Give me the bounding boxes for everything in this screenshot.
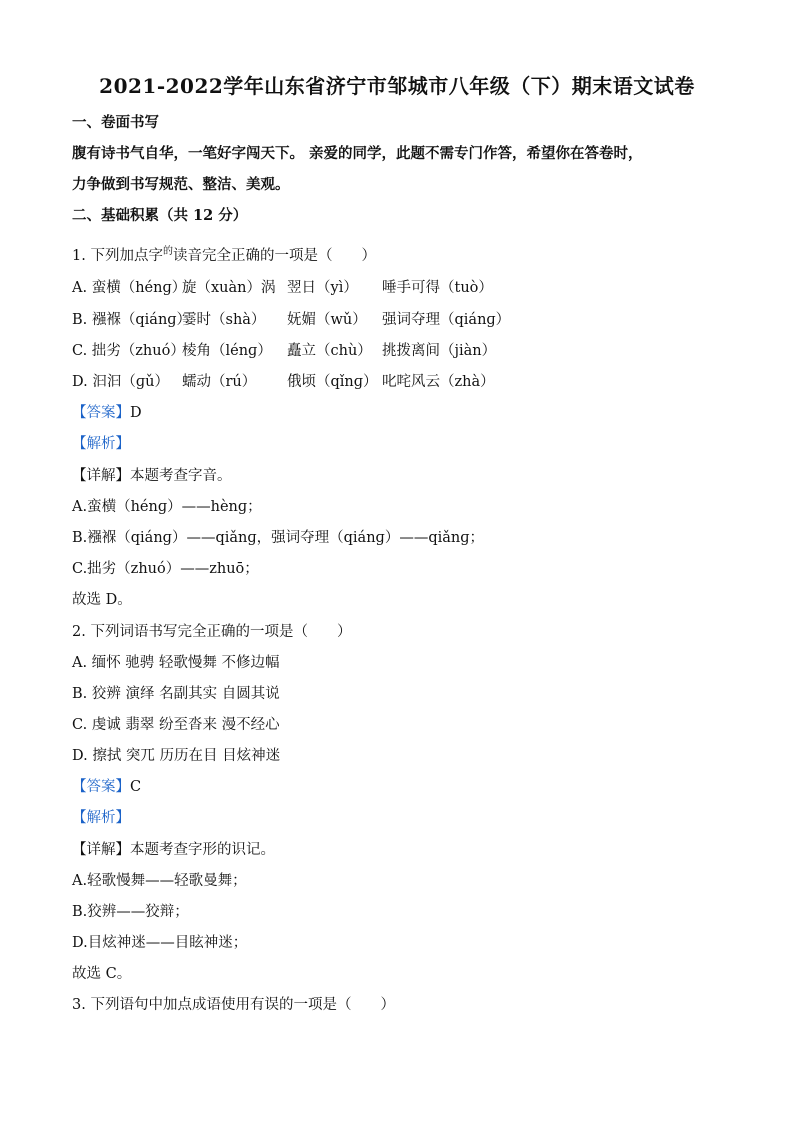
answer-line <box>72 775 141 796</box>
option-a <box>72 276 493 297</box>
detail-tag: 【详解】 <box>72 842 130 858</box>
option-item: 挑拨离间（jiàn） <box>382 343 497 359</box>
explanation-line: 故选 C。 <box>72 966 132 982</box>
answer-value: D <box>130 405 142 421</box>
answer-tag: 【答案】 <box>72 405 130 421</box>
question-1-stem <box>72 242 376 265</box>
option-item: 叱咤风云（zhà） <box>382 374 495 390</box>
explanation-line: C.拙劣（zhuó）——zhuō； <box>72 561 259 577</box>
option-item: 霎时（shà） <box>182 312 266 328</box>
option-item: 棱角（lénɡ） <box>182 343 272 359</box>
explanation-line: B.襁褓（qiánɡ）——qiǎnɡ，强词夺理（qiánɡ）——qiǎnɡ； <box>72 530 485 546</box>
page-title: 2021-2022学年山东省济宁市邹城市八年级（下）期末语文试卷 <box>99 74 695 98</box>
section-heading-writing: 一、卷面书写 <box>72 114 159 131</box>
option-item: B. 襁褓（qiánɡ） <box>72 312 192 328</box>
option-b: B. 狡辨 演绎 名副其实 自圆其说 <box>72 686 280 702</box>
option-b <box>72 308 510 329</box>
option-c <box>72 339 496 360</box>
option-item: 矗立（chù） <box>287 343 372 359</box>
analysis-tag: 【解析】 <box>72 436 130 452</box>
answer-value: C <box>130 779 142 795</box>
section-text-line: 力争做到书写规范、整洁、美观。 <box>72 176 290 193</box>
option-item: C. 拙劣（zhuó） <box>72 343 185 359</box>
stem-text: 读音完全正确的一项是（ ） <box>172 247 376 264</box>
answer-tag: 【答案】 <box>72 779 130 795</box>
detail-line <box>72 838 275 859</box>
option-item: D. 汩汩（ɡǔ） <box>72 374 169 390</box>
option-a: A. 缅怀 驰骋 轻歌慢舞 不修边幅 <box>72 655 280 671</box>
explanation-line: B.狡辨——狡辩； <box>72 904 189 920</box>
explanation-line: 故选 D。 <box>72 592 132 608</box>
analysis-tag: 【解析】 <box>72 810 130 826</box>
option-item: 旋（xuàn）涡 <box>182 280 276 296</box>
option-item: 翌日（yì） <box>287 280 358 296</box>
explanation-line: A.蛮横（hénɡ）——hènɡ； <box>72 499 262 515</box>
explanation-line: A.轻歌慢舞——轻歌曼舞； <box>72 873 247 889</box>
explanation-line: D.目炫神迷——目眩神迷； <box>72 935 248 951</box>
question-3-stem: 3. 下列语句中加点成语使用有误的一项是（ ） <box>72 997 395 1013</box>
option-item: 妩媚（wǔ） <box>287 312 367 328</box>
option-item: 强词夺理（qiánɡ） <box>382 312 511 328</box>
option-d <box>72 370 495 391</box>
option-item: A. 蛮横（hénɡ） <box>72 280 187 296</box>
option-item: 唾手可得（tuò） <box>382 280 493 296</box>
question-2-stem: 2. 下列词语书写完全正确的一项是（ ） <box>72 624 352 640</box>
detail-text: 本题考查字音。 <box>130 468 232 484</box>
option-d: D. 擦拭 突兀 历历在目 目炫神迷 <box>72 748 281 764</box>
option-item: 蠕动（rú） <box>182 374 257 390</box>
section-text-line: 腹有诗书气自华，一笔好字闯天下。 亲爱的同学，此题不需专门作答，希望你在答卷时， <box>72 145 643 162</box>
detail-tag: 【详解】 <box>72 468 130 484</box>
option-c: C. 虔诚 翡翠 纷至沓来 漫不经心 <box>72 717 280 733</box>
detail-line <box>72 464 232 485</box>
stem-text: 1. 下列加点字 <box>72 247 163 264</box>
stem-dot-char: 的 <box>162 246 173 257</box>
option-item: 俄顷（qǐnɡ） <box>287 374 378 390</box>
answer-line <box>72 401 142 422</box>
detail-text: 本题考查字形的识记。 <box>130 842 275 858</box>
section-heading-basics: 二、基础积累（共 12 分） <box>72 207 248 224</box>
